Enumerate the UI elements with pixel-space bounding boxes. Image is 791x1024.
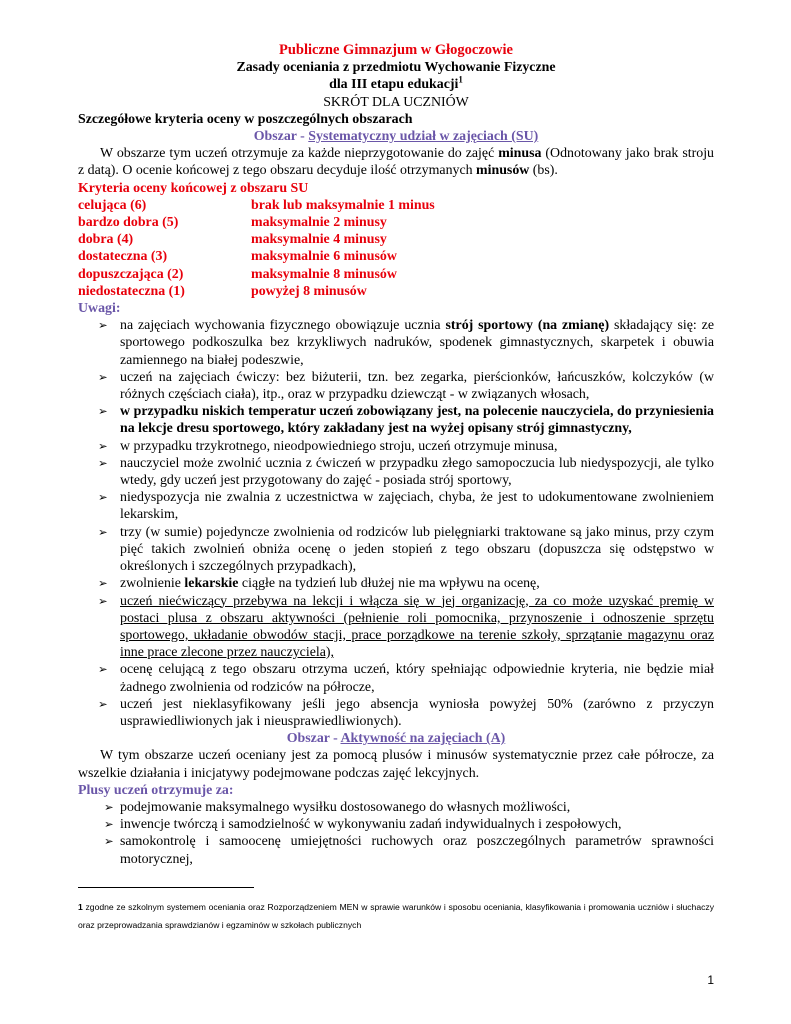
plus-heading: Plusy uczeń otrzymuje za: [78, 782, 234, 798]
su-intro-part: (Odnotowany jako brak stroju z datą). O ocenie końcowej z tego obszaru decyduje ilość otrzymanych [78, 146, 715, 179]
list-item [78, 696, 714, 730]
grade-table [78, 197, 714, 300]
footnote [78, 898, 714, 934]
arrow-bullet-icon: ➢ [98, 404, 108, 419]
document-stage [78, 76, 714, 93]
grade-rule: maksymalnie 2 minusy [251, 215, 387, 231]
arrow-bullet-icon: ➢ [98, 455, 108, 470]
grade-row [78, 197, 714, 214]
list-item [78, 455, 714, 489]
grade-rule: maksymalnie 6 minusów [251, 249, 397, 265]
section-name: Aktywność na zajęciach (A) [340, 731, 506, 747]
grade-name: dostateczna (3) [78, 249, 168, 265]
list-item [78, 403, 714, 437]
grade-name: celująca (6) [78, 197, 147, 213]
document-body [78, 42, 714, 868]
list-item [78, 799, 714, 816]
grade-rule: maksymalnie 4 minusy [251, 232, 387, 248]
arrow-bullet-icon: ➢ [98, 576, 108, 591]
note-text: nauczyciel może zwolnić ucznia z ćwiczeń w przypadku złego samopoczucia lub niedyspozycji, ale tylko wtedy, gdy uczeń jest przygotowany do zajęć - posiada strój sportowy, [120, 455, 714, 489]
list-item [78, 524, 714, 576]
list-item [78, 317, 714, 369]
section-heading-a [78, 730, 714, 747]
note-text: ciągłe na tydzień lub dłużej nie ma wpływu na ocenę, [238, 576, 540, 592]
list-item [78, 369, 714, 403]
notes-heading: Uwagi: [78, 301, 121, 317]
grade-name: dopuszczająca (2) [78, 266, 184, 282]
criteria-heading: Szczegółowe kryteria oceny w poszczególnych obszarach [78, 111, 413, 127]
note-text: na zajęciach wychowania fizycznego obowiązuje ucznia [120, 318, 446, 334]
plus-text: podejmowanie maksymalnego wysiłku dostosowanego do własnych możliwości, [120, 799, 571, 815]
grade-name: dobra (4) [78, 232, 134, 248]
footnote-ref[interactable]: 1 [458, 74, 463, 85]
section-heading-su [78, 128, 714, 145]
section-name: Systematyczny udział w zajęciach (SU) [308, 129, 539, 145]
arrow-bullet-icon: ➢ [98, 524, 108, 539]
grade-rule: powyżej 8 minusów [251, 283, 367, 299]
section-label: Obszar - [253, 129, 305, 145]
grade-row [78, 231, 714, 248]
list-item [78, 833, 714, 867]
list-item [78, 575, 714, 592]
arrow-bullet-icon: ➢ [98, 369, 108, 384]
footnote-mark: 1 [78, 902, 83, 912]
note-text: uczeń niećwiczący przebywa na lekcji i włącza się w jej organizację, za co może uzyskać premię w postaci plusa z obszaru aktywności (pełnienie roli pomocnika, przynoszenie i odnoszenie sprzętu sportowego, układanie obwodów stacji, prace porządkowe na terenie szkoły, sprzątanie magazynu oraz inne prace zlecone przez nauczyciela), [120, 593, 714, 661]
su-intro-bold: minusów [476, 163, 530, 179]
grade-row [78, 283, 714, 300]
list-item [78, 661, 714, 695]
grade-rule: maksymalnie 8 minusów [251, 266, 397, 282]
arrow-bullet-icon: ➢ [98, 593, 108, 608]
su-final-heading: Kryteria oceny końcowej z obszaru SU [78, 180, 309, 196]
grade-row [78, 214, 714, 231]
section-label: Obszar - [286, 731, 338, 747]
plus-text: samokontrolę i samoocenę umiejętności ruchowych oraz poszczególnych parametrów sprawności motorycznej, [120, 834, 714, 867]
arrow-bullet-icon: ➢ [98, 438, 108, 453]
document-subtitle: SKRÓT DLA UCZNIÓW [323, 94, 469, 110]
su-intro [78, 145, 714, 179]
su-intro-part: (bs). [529, 163, 558, 179]
grade-rule: brak lub maksymalnie 1 minus [251, 197, 435, 213]
grade-row [78, 266, 714, 283]
note-bold: strój sportowy (na zmianę) [445, 318, 610, 334]
note-text: uczeń na zajęciach ćwiczy: bez biżuterii, tzn. bez zegarka, pierścionków, łańcuszków, kolczyków (w różnych częściach ciała), itp., oraz w przypadku dziewcząt - w związanych włosach, [120, 369, 714, 403]
grade-name: niedostateczna (1) [78, 283, 185, 299]
list-item [78, 593, 714, 662]
list-item [78, 489, 714, 523]
arrow-bullet-icon: ➢ [104, 834, 114, 849]
grade-row [78, 248, 714, 265]
a-intro: W tym obszarze uczeń oceniany jest za pomocą plusów i minusów systematycznie przez całe półrocze, za wszelkie działania i inicjatywy podejmowane podczas zajęć lekcyjnych. [78, 748, 714, 781]
arrow-bullet-icon: ➢ [98, 662, 108, 677]
note-bold: lekarskie [184, 576, 239, 592]
note-text: w przypadku niskich temperatur uczeń zobowiązany jest, na polecenie nauczyciela, do przyniesienia na lekcje dresu sportowego, który zakładany jest na wyżej opisany strój gimnastyczny, [120, 404, 714, 437]
note-text: w przypadku trzykrotnego, nieodpowiedniego stroju, uczeń otrzymuje minusa, [120, 438, 558, 454]
arrow-bullet-icon: ➢ [98, 696, 108, 711]
su-intro-bold: minusa [498, 146, 542, 162]
footnote-separator [78, 887, 254, 888]
note-text: składający się: ze sportowego podkoszulka bez krzykliwych nadruków, spodenek gimnastycznych, skarpetek i obuwia zamiennego na białej podeszwie, [120, 318, 714, 368]
stage-text: dla III etapu edukacji [329, 77, 459, 93]
list-item [78, 816, 714, 833]
document-title: Zasady oceniania z przedmiotu Wychowanie Fizyczne [236, 60, 556, 76]
note-text: ocenę celującą z tego obszaru otrzyma uczeń, który spełniając odpowiednie kryteria, nie będzie miał żadnego zwolnienia od rodziców na półrocze, [120, 662, 714, 695]
note-text: zwolnienie [120, 576, 185, 592]
note-text: uczeń jest nieklasyfikowany jeśli jego absencja wyniosła powyżej 50% (zarówno z przyczyn usprawiedliwionych jak i nieusprawiedliwionych). [120, 696, 714, 729]
list-item [78, 438, 714, 455]
notes-list [78, 317, 714, 730]
plus-text: inwencje twórczą i samodzielność w wykonywaniu zadań indywidualnych i zespołowych, [120, 817, 622, 833]
arrow-bullet-icon: ➢ [104, 817, 114, 832]
school-name: Publiczne Gimnazjum w Głogoczowie [279, 42, 513, 58]
grade-name: bardzo dobra (5) [78, 215, 179, 231]
note-text: trzy (w sumie) pojedyncze zwolnienia od rodziców lub pielęgniarki traktowane są jako minus, przy czym pięć takich zwolnień obniża ocenę o jeden stopień z tego obszaru (dopuszcza się odstępstwo w określonych i szczególnych przypadkach), [120, 524, 714, 575]
note-text: niedyspozycja nie zwalnia z uczestnictwa w zajęciach, chyba, że jest to udokumentowane zwolnieniem lekarskim, [120, 490, 714, 523]
arrow-bullet-icon: ➢ [98, 318, 108, 333]
footnote-text: zgodne ze szkolnym systemem oceniania oraz Rozporządzeniem MEN w sprawie warunków i sposobu oceniania, klasyfikowania i promowania uczniów i słuchaczy oraz przeprowadzania sprawdzianów i egzaminów w szkołach publicznych [78, 902, 714, 930]
plus-list [78, 799, 714, 868]
su-intro-part: W obszarze tym uczeń otrzymuje za każde nieprzygotowanie do zajęć [100, 146, 499, 162]
page-number: 1 [707, 973, 714, 987]
arrow-bullet-icon: ➢ [104, 799, 114, 814]
arrow-bullet-icon: ➢ [98, 490, 108, 505]
